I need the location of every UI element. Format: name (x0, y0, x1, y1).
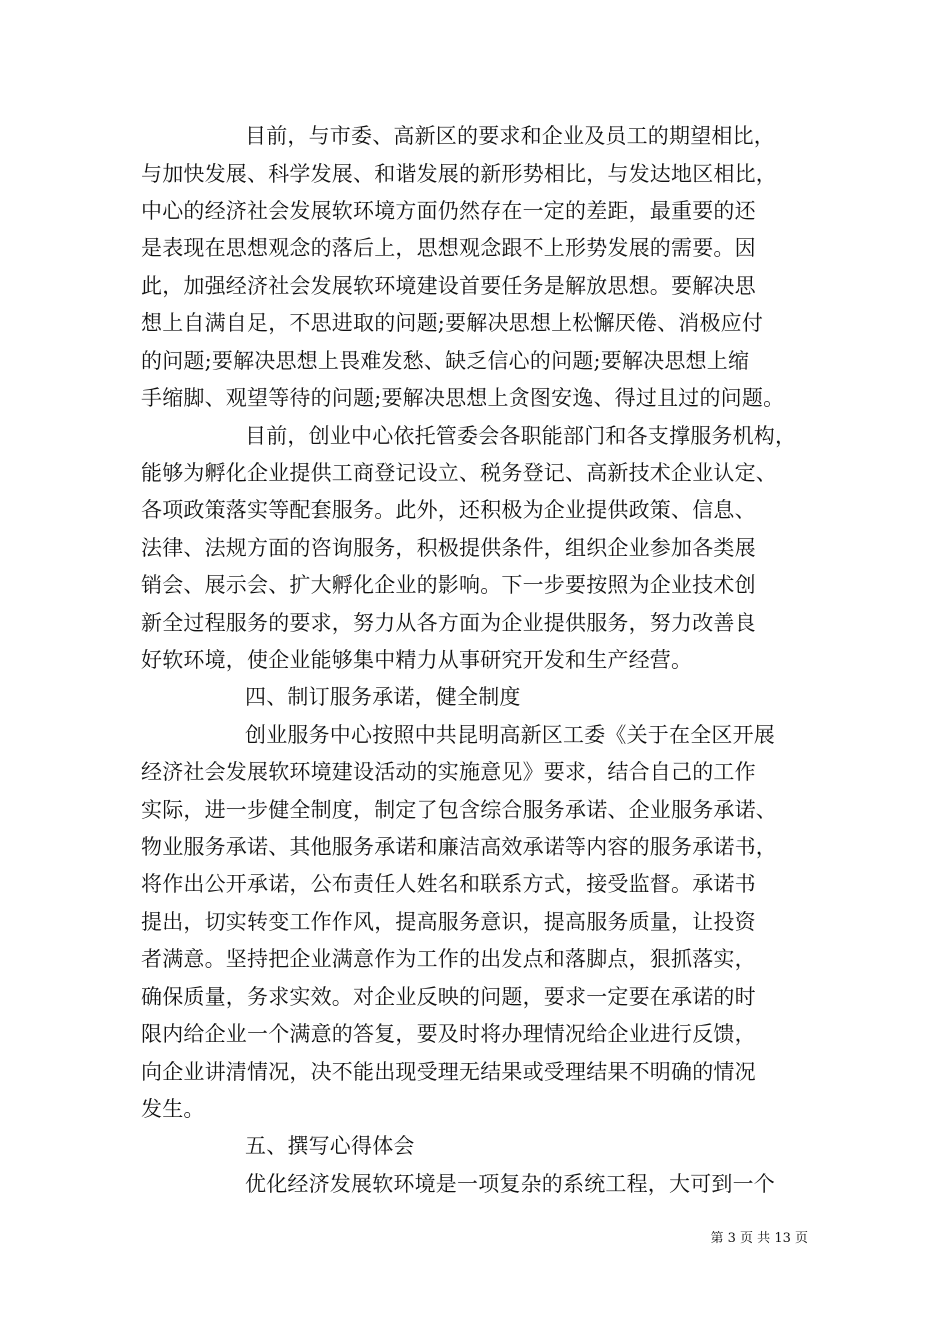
paragraph-line: 是表现在思想观念的落后上，思想观念跟不上形势发展的需要。因 (141, 236, 756, 260)
paragraph-line: 目前，创业中心依托管委会各职能部门和各支撑服务机构， (245, 424, 797, 448)
page-number-footer: 第 3 页 共 13 页 (710, 1231, 808, 1246)
paragraph-line: 提出，切实转变工作作风，提高服务意识，提高服务质量，让投资 (141, 910, 756, 934)
paragraph-line: 中心的经济社会发展软环境方面仍然存在一定的差距，最重要的还 (141, 199, 756, 223)
paragraph-line: 发生。 (141, 1097, 205, 1121)
paragraph-line: 手缩脚、观望等待的问题;要解决思想上贪图安逸、得过且过的问题。 (141, 386, 785, 410)
paragraph-line: 目前，与市委、高新区的要求和企业及员工的期望相比， (245, 124, 775, 148)
paragraph-line: 确保质量，务求实效。对企业反映的问题，要求一定要在承诺的时 (141, 985, 756, 1009)
section-heading-five: 五、撰写心得体会 (245, 1134, 415, 1158)
paragraph-line: 法律、法规方面的咨询服务，积极提供条件，组织企业参加各类展 (141, 536, 756, 560)
paragraph-line: 经济社会发展软环境建设活动的实施意见》要求，结合自己的工作 (141, 760, 756, 784)
paragraph-line: 物业服务承诺、其他服务承诺和廉洁高效承诺等内容的服务承诺书， (141, 835, 777, 859)
section-heading-four: 四、制订服务承诺，健全制度 (245, 685, 521, 709)
paragraph-line: 者满意。坚持把企业满意作为工作的出发点和落脚点，狠抓落实， (141, 947, 756, 971)
paragraph-line: 优化经济发展软环境是一项复杂的系统工程，大可到一个 (245, 1172, 775, 1196)
paragraph-line: 将作出公开承诺，公布责任人姓名和联系方式，接受监督。承诺书 (141, 872, 756, 896)
paragraph-line: 向企业讲清情况，决不能出现受理无结果或受理结果不明确的情况 (141, 1060, 756, 1084)
paragraph-line: 创业服务中心按照中共昆明高新区工委《关于在全区开展 (245, 723, 775, 747)
paragraph-line: 与加快发展、科学发展、和谐发展的新形势相比，与发达地区相比， (141, 162, 777, 186)
paragraph-line: 能够为孵化企业提供工商登记设立、税务登记、高新技术企业认定、 (141, 461, 777, 485)
paragraph-line: 新全过程服务的要求，努力从各方面为企业提供服务，努力改善良 (141, 611, 756, 635)
paragraph-line: 实际，进一步健全制度，制定了包含综合服务承诺、企业服务承诺、 (141, 798, 777, 822)
paragraph-line: 各项政策落实等配套服务。此外，还积极为企业提供政策、信息、 (141, 498, 756, 522)
paragraph-line: 的问题;要解决思想上畏难发愁、缺乏信心的问题;要解决思想上缩 (141, 349, 750, 373)
paragraph-line: 好软环境，使企业能够集中精力从事研究开发和生产经营。 (141, 648, 693, 672)
paragraph-line: 想上自满自足，不思进取的问题;要解决思想上松懈厌倦、消极应付 (141, 311, 764, 335)
paragraph-line: 限内给企业一个满意的答复，要及时将办理情况给企业进行反馈， (141, 1022, 756, 1046)
paragraph-line: 销会、展示会、扩大孵化企业的影响。下一步要按照为企业技术创 (141, 573, 756, 597)
paragraph-line: 此，加强经济社会发展软环境建设首要任务是解放思想。要解决思 (141, 274, 756, 298)
